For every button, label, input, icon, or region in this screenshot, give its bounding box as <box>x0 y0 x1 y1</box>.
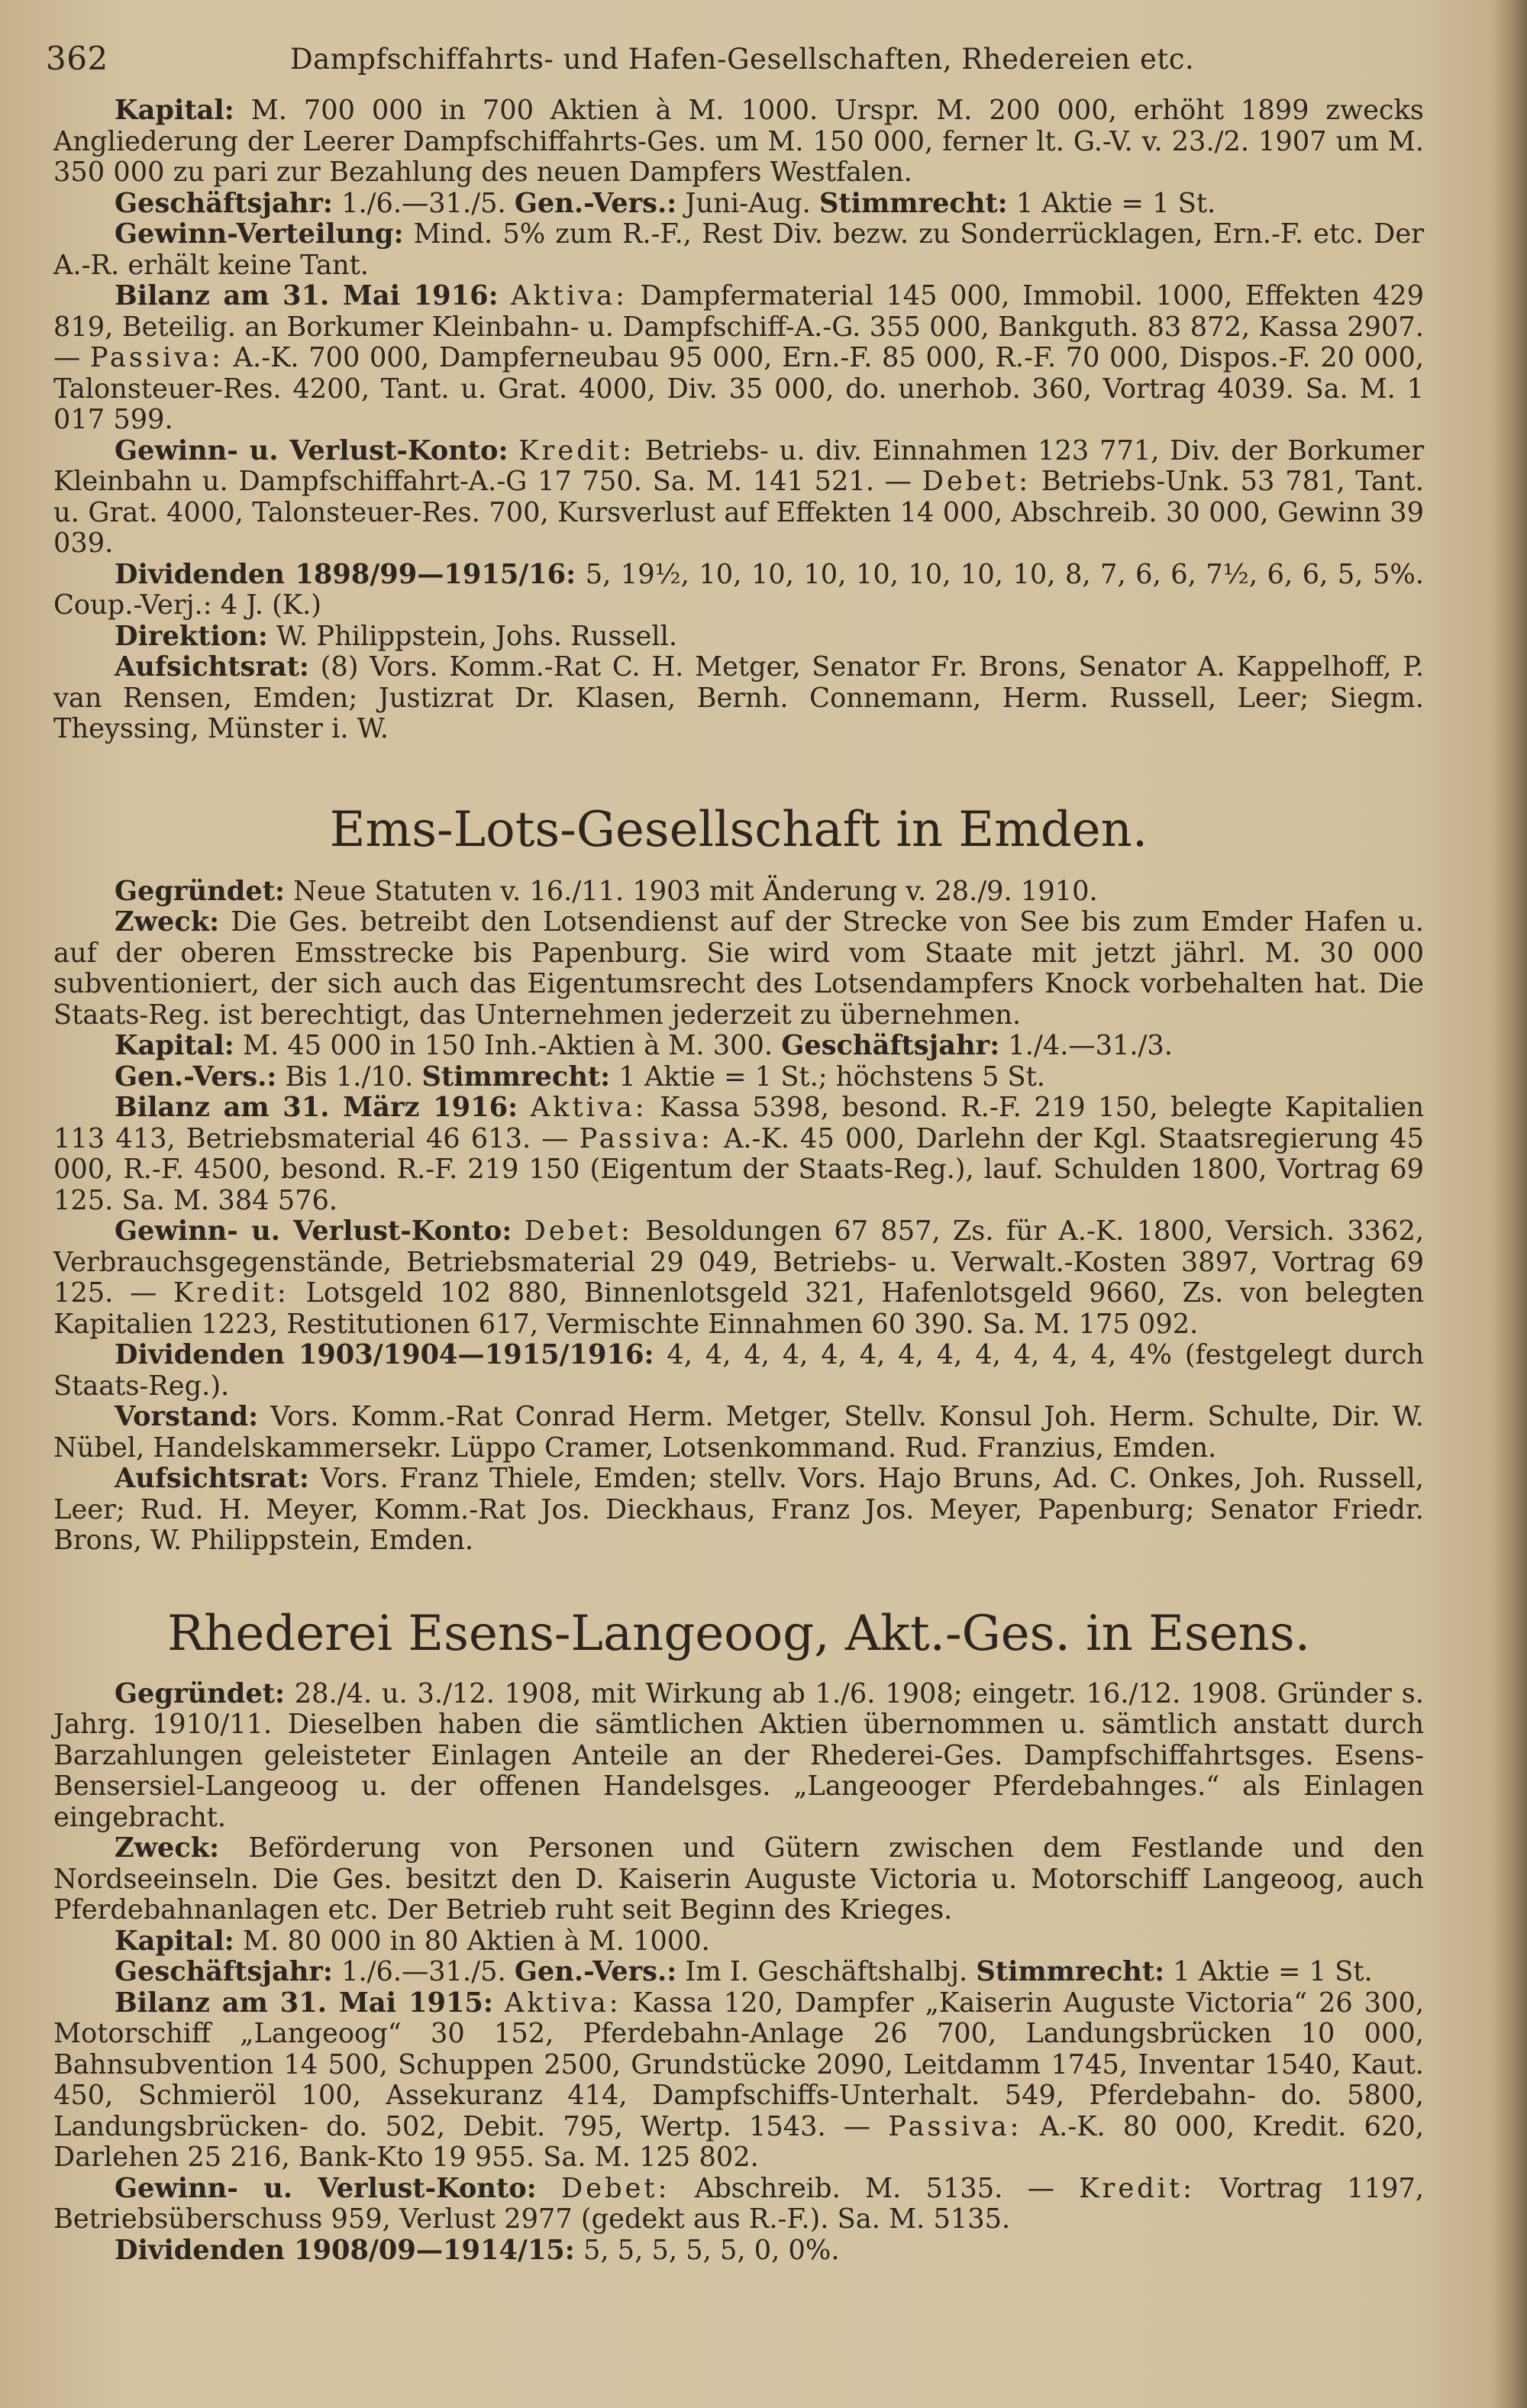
geschaeftsjahr-text: 1./6.—31./5. <box>341 1956 506 1987</box>
guv-paragraph <box>53 436 1424 560</box>
zweck-paragraph <box>53 1833 1424 1926</box>
guv-label: Gewinn- u. Verlust-Konto: <box>115 1215 512 1247</box>
genvers-text: Im I. Geschäftshalbj. <box>685 1956 968 1987</box>
geschaeftsjahr-text: 1./4.—31./3. <box>1008 1030 1173 1061</box>
direktion-text: W. Philippstein, Johs. Russell. <box>276 620 678 652</box>
stimmrecht-text: 1 Aktie = 1 St. <box>1015 187 1216 219</box>
bilanz-label: Bilanz am 31. Mai 1916: <box>115 280 499 311</box>
passiva-label: Passiva: <box>888 2110 1022 2142</box>
debet-label: Debet: <box>561 2172 670 2204</box>
kapital-text: M. 700 000 in 700 Aktien à M. 1000. Urspr. M. 200 000, erhöht 1899 zwecks Angliederung der Leerer Dampfschiffahrts-Ges. um M. 150 000, ferner lt. G.-V. v. 23./2. 1907 um M. 350 000 zu pari zur Bezahlung des neuen Dampfers Westfalen. <box>53 95 1424 188</box>
passiva-text: A.-K. 80 000, Kredit. 620, Darlehen 25 216, Bank-Kto 19 955. Sa. M. 125 802. <box>53 2110 1425 2173</box>
kapital-label: Kapital: <box>115 95 234 126</box>
company-title: Ems-Lots-Gesellschaft in Emden. <box>329 801 1148 858</box>
stimmrecht-text: 1 Aktie = 1 St.; höchstens 5 St. <box>618 1060 1045 1093</box>
gewinn-verteilung-paragraph <box>53 219 1424 281</box>
zweck-label: Zweck: <box>115 906 220 938</box>
dividenden-label: Dividenden 1908/09—1914/15: <box>115 2234 575 2266</box>
aktiva-label: Aktiva: <box>511 280 628 311</box>
kredit-label: Kredit: <box>173 1277 289 1309</box>
bilanz-paragraph <box>53 281 1424 436</box>
gegruendet-text: 28./4. u. 3./12. 1908, mit Wirkung ab 1./6. 1908; eingetr. 16./12. 1908. Gründer s. Jahrg. 1910/11. Dieselben haben die sämtlichen Aktien übernommen u. sämtlich anstatt durch Barzahlungen geleisteter Einlagen Anteile an der Rhederei-Ges. Dampfschiffahrtsges. Esens-Bensersiel-Langeoog u. der offenen Handelsges. „Langeooger Pferdebahnges.“ als Einlagen eingebracht. <box>53 1677 1424 1833</box>
dividenden-paragraph <box>53 560 1424 621</box>
stimmrecht-label: Stimmrecht: <box>421 1060 611 1093</box>
debet-label: Debet: <box>922 466 1031 497</box>
dividenden-text: 5, 19½, 10, 10, 10, 10, 10, 10, 10, 8, 7, 6, 6, 7½, 6, 6, 5, 5%. Coup.-Verj.: 4 J. (K.) <box>53 558 1424 621</box>
gegruendet-label: Gegründet: <box>115 875 285 907</box>
aufsichtsrat-text: (8) Vors. Komm.-Rat C. H. Metger, Senator Fr. Brons, Senator A. Kappelhoff, P. van Rensen, Emden; Justizrat Dr. Klasen, Bernh. Connemann, Herm. Russell, Leer; Siegm. Theyssing, Münster i. W. <box>53 651 1425 744</box>
gewinn-verteilung-text: Mind. 5% zum R.-F., Rest Div. bezw. zu Sonderrücklagen, Ern.-F. etc. Der A.-R. erhält keine Tant. <box>53 218 1425 281</box>
aufsichtsrat-paragraph <box>53 1464 1424 1557</box>
stimmrecht-label: Stimmrecht: <box>818 187 1008 219</box>
page-number: 362 <box>46 40 108 77</box>
kapital-paragraph <box>53 1031 1424 1062</box>
direktion-paragraph <box>53 621 1424 653</box>
gegruendet-paragraph <box>53 1679 1424 1834</box>
stimmrecht-text: 1 Aktie = 1 St. <box>1173 1956 1373 1987</box>
dividenden-text: 4, 4, 4, 4, 4, 4, 4, 4, 4, 4, 4, 4, 4% (festgelegt durch Staats-Reg.). <box>53 1339 1425 1402</box>
debet-text: Besoldungen 67 857, Zs. für A.-K. 1800, Versich. 3362, Verbrauchsgegenstände, Betriebsmaterial 29 049, Betriebs- u. Verwalt.-Kosten 3897, Vortrag 69 125. — <box>53 1215 1425 1309</box>
geschaeftsjahr-paragraph <box>53 189 1424 220</box>
bilanz-label: Bilanz am 31. Mai 1915: <box>115 1987 493 2019</box>
page-spine-shadow <box>1492 0 1527 2408</box>
dividenden-paragraph <box>53 2235 1424 2267</box>
company-title: Rhederei Esens-Langeoog, Akt.-Ges. in Esens. <box>166 1605 1311 1662</box>
genvers-paragraph <box>53 1062 1424 1093</box>
passiva-text: A.-K. 700 000, Dampferneubau 95 000, Ern.-F. 85 000, R.-F. 70 000, Dispos.-F. 20 000, Talonsteuer-Res. 4200, Tant. u. Grat. 4000, Div. 35 000, do. unerhob. 360, Vortrag 4039. Sa. M. 1 017 599. <box>53 342 1425 435</box>
kredit-label: Kredit: <box>1079 2172 1195 2204</box>
kapital-text: M. 45 000 in 150 Inh.-Aktien à M. 300. <box>242 1030 773 1061</box>
genvers-label: Gen.-Vers.: <box>514 1956 677 1987</box>
vorstand-label: Vorstand: <box>115 1401 259 1432</box>
page-body <box>53 95 1424 2266</box>
passiva-label: Passiva: <box>579 1122 713 1154</box>
genvers-text: Juni-Aug. <box>685 187 811 219</box>
passiva-text: A.-K. 45 000, Darlehn der Kgl. Staatsregierung 45 000, R.-F. 4500, besond. R.-F. 219 150 (Eigentum der Staats-Reg.), lauf. Schulden 1800, Vortrag 69 125. Sa. M. 384 576. <box>53 1122 1424 1216</box>
running-title: Dampfschiffahrts- und Hafen-Gesellschaften, Rhedereien etc. <box>290 43 1195 76</box>
direktion-label: Direktion: <box>115 620 268 652</box>
dividenden-label: Dividenden 1903/1904—1915/1916: <box>115 1339 654 1370</box>
bilanz-label: Bilanz am 31. März 1916: <box>115 1092 518 1123</box>
debet-label: Debet: <box>524 1215 633 1247</box>
dividenden-paragraph <box>53 1340 1424 1402</box>
aktiva-text: Kassa 5398, besond. R.-F. 219 150, belegte Kapitalien 113 413, Betriebsmaterial 46 613. — <box>53 1092 1424 1154</box>
zweck-label: Zweck: <box>115 1832 220 1864</box>
dividenden-label: Dividenden 1898/99—1915/16: <box>115 558 576 590</box>
stimmrecht-label: Stimmrecht: <box>976 1956 1165 1987</box>
company-entry-1 <box>53 95 1424 745</box>
genvers-label: Gen.-Vers.: <box>115 1060 277 1093</box>
geschaeftsjahr-label: Geschäftsjahr: <box>781 1030 1000 1061</box>
vorstand-text: Vors. Komm.-Rat Conrad Herm. Metger, Stellv. Konsul Joh. Herm. Schulte, Dir. W. Nübel, Handelskammersekr. Lüppo Cramer, Lotsenkommand. Rud. Franzius, Emden. <box>53 1401 1424 1464</box>
kapital-label: Kapital: <box>115 1030 234 1061</box>
geschaeftsjahr-text: 1./6.—31./5. <box>341 187 506 219</box>
aktiva-label: Aktiva: <box>504 1987 621 2019</box>
aktiva-text: Kassa 120, Dampfer „Kaiserin Auguste Victoria“ 26 300, Motorschiff „Langeoog“ 30 152, Pferdebahn-Anlage 26 700, Landungsbrücken 10 000, Bahnsubvention 14 500, Schuppen 2500, Grundstücke 2090, Leitdamm 1745, Inventar 1540, Kaut. 450, Schmieröl 100, Assekuranz 414, Dampfschiffs-Unterhalt. 549, Pferdebahn- do. 5800, Landungsbrücken- do. 502, Debit. 795, Wertp. 1543. — <box>53 1987 1425 2142</box>
kapital-paragraph <box>53 95 1424 189</box>
guv-paragraph <box>53 2174 1424 2235</box>
kapital-label: Kapital: <box>115 1925 234 1957</box>
geschaeftsjahr-paragraph <box>53 1957 1424 1988</box>
vorstand-paragraph <box>53 1402 1424 1464</box>
guv-label: Gewinn- u. Verlust-Konto: <box>115 2172 537 2204</box>
aufsichtsrat-label: Aufsichtsrat: <box>115 651 309 683</box>
gegruendet-label: Gegründet: <box>115 1677 285 1709</box>
geschaeftsjahr-label: Geschäftsjahr: <box>115 1956 333 1987</box>
page-header <box>46 40 1443 86</box>
dividenden-text: 5, 5, 5, 5, 5, 0, 0%. <box>583 2234 840 2266</box>
aufsichtsrat-text: Vors. Franz Thiele, Emden; stellv. Vors. Hajo Bruns, Ad. C. Onkes, Joh. Russell, Leer; Rud. H. Meyer, Komm.-Rat Jos. Dieckhaus, Franz Jos. Meyer, Papenburg; Senator Friedr. Brons, W. Philippstein, Emden. <box>53 1463 1424 1556</box>
aktiva-text: Dampfermaterial 145 000, Immobil. 1000, Effekten 429 819, Beteilig. an Borkumer Kleinbahn- u. Dampfschiff-A.-G. 355 000, Bankguth. 83 872, Kassa 2907. — <box>53 280 1425 373</box>
gegruendet-paragraph <box>53 876 1424 908</box>
debet-text: Betriebs-Unk. 53 781, Tant. u. Grat. 4000, Talonsteuer-Res. 700, Kursverlust auf Effekten 14 000, Abschreib. 30 000, Gewinn 39 039. <box>53 466 1425 559</box>
genvers-label: Gen.-Vers.: <box>514 187 677 219</box>
zweck-text: Beförderung von Personen und Gütern zwischen dem Festlande und den Nordseeinseln. Die Ges. besitzt den D. Kaiserin Auguste Victoria u. Motorschiff Langeoog, auch Pferdebahnanlagen etc. Der Betrieb ruht seit Beginn des Krieges. <box>53 1832 1424 1925</box>
aufsichtsrat-label: Aufsichtsrat: <box>115 1463 309 1494</box>
gewinn-verteilung-label: Gewinn-Verteilung: <box>115 218 404 250</box>
genvers-text: Bis 1./10. <box>285 1060 414 1093</box>
aktiva-label: Aktiva: <box>530 1092 647 1123</box>
company-entry-3 <box>53 1607 1424 2267</box>
kredit-text: Lotsgeld 102 880, Binnenlotsgeld 321, Hafenlotsgeld 9660, Zs. von belegten Kapitalien 1223, Restitutionen 617, Vermischte Einnahmen 60 390. Sa. M. 175 092. <box>53 1277 1425 1340</box>
kredit-text: Betriebs- u. div. Einnahmen 123 771, Div. der Borkumer Kleinbahn u. Dampfschiffahrt-A.-G 17 750. Sa. M. 141 521. — <box>53 434 1425 497</box>
debet-text: Abschreib. M. 5135. — <box>694 2172 1054 2204</box>
aufsichtsrat-paragraph <box>53 652 1424 745</box>
guv-paragraph <box>53 1216 1424 1340</box>
zweck-text: Die Ges. betreibt den Lotsendienst auf der Strecke von See bis zum Emder Hafen u. auf der oberen Emsstrecke bis Papenburg. Sie wird vom Staate mit jetzt jährl. M. 30 000 subventioniert, der sich auch das Eigentumsrecht des Lotsendampfers Knock vorbehalten hat. Die Staats-Reg. ist berechtigt, das Unternehmen jederzeit zu übernehmen. <box>53 906 1424 1031</box>
zweck-paragraph <box>53 907 1424 1031</box>
kredit-text: Vortrag 1197, Betriebsüberschuss 959, Verlust 2977 (gedekt aus R.-F.). Sa. M. 5135. <box>53 2172 1425 2235</box>
gegruendet-text: Neue Statuten v. 16./11. 1903 mit Änderung v. 28./9. 1910. <box>293 875 1098 907</box>
kapital-paragraph <box>53 1926 1424 1958</box>
geschaeftsjahr-label: Geschäftsjahr: <box>115 187 333 219</box>
guv-label: Gewinn- u. Verlust-Konto: <box>115 434 508 466</box>
bilanz-paragraph <box>53 1988 1424 2174</box>
kredit-label: Kredit: <box>518 434 634 466</box>
bilanz-paragraph <box>53 1093 1424 1216</box>
kapital-text: M. 80 000 in 80 Aktien à M. 1000. <box>242 1925 710 1957</box>
company-entry-2 <box>53 803 1424 1557</box>
passiva-label: Passiva: <box>89 342 224 373</box>
